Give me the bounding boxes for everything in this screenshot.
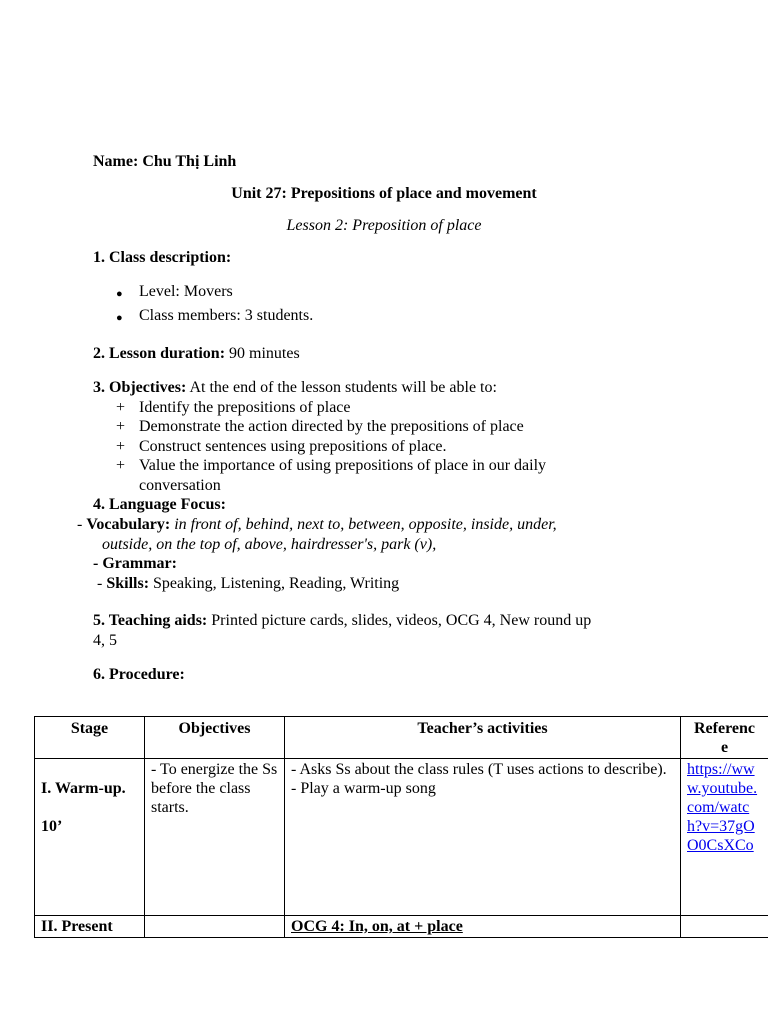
- stage-cell: [35, 759, 145, 916]
- stage-name: I. Warm-up.: [41, 780, 126, 797]
- objective-item: Identify the prepositions of place: [139, 399, 351, 416]
- vocabulary-value-continued: outside, on the top of, above, hairdresser's, park (v),: [102, 536, 437, 553]
- dash: -: [97, 575, 107, 592]
- objective-item: Demonstrate the action directed by the prepositions of place: [139, 418, 524, 435]
- class-members: Class members: 3 students.: [139, 307, 314, 324]
- lesson-duration-label: 2. Lesson duration:: [93, 345, 226, 362]
- name-label: Name:: [93, 153, 139, 170]
- grammar-label: - Grammar:: [93, 555, 177, 572]
- objective-item: Value the importance of using prepositions of place in our daily: [139, 457, 547, 474]
- column-header-objectives: Objectives: [145, 717, 285, 759]
- column-header-stage: Stage: [35, 717, 145, 759]
- unit-title: Unit 27: Prepositions of place and movement: [231, 185, 537, 202]
- table-header-row: [35, 717, 768, 759]
- vocabulary-label: Vocabulary:: [86, 516, 171, 533]
- reference-cell: [681, 759, 768, 916]
- activities-cell: OCG 4: In, on, at + place: [285, 916, 681, 938]
- language-focus-heading: 4. Language Focus:: [93, 496, 226, 513]
- stage-cell: II. Present: [35, 916, 145, 938]
- stage-time: 10’: [41, 818, 63, 835]
- teaching-aids: [93, 611, 591, 630]
- skills-value: Speaking, Listening, Reading, Writing: [153, 575, 400, 592]
- activity-item: - Play a warm-up song: [291, 780, 436, 797]
- lesson-duration: [93, 344, 300, 363]
- name-value: Chu Thị Linh: [142, 153, 237, 170]
- bullet-icon: ●: [116, 288, 123, 300]
- plus-icon: +: [116, 438, 126, 455]
- objective-item-continued: conversation: [139, 477, 221, 494]
- name-line: [93, 152, 236, 171]
- class-description-heading: 1. Class description:: [93, 249, 232, 266]
- procedure-table: [34, 716, 768, 938]
- table-row: [35, 916, 768, 938]
- plus-icon: +: [116, 457, 126, 474]
- teaching-aids-value-continued: 4, 5: [93, 632, 117, 649]
- teaching-aids-value: Printed picture cards, slides, videos, OCG 4, New round up: [211, 612, 592, 629]
- plus-icon: +: [116, 399, 126, 416]
- activities-cell: [285, 759, 681, 916]
- table-row: [35, 759, 768, 916]
- lesson-duration-value: 90 minutes: [229, 345, 300, 362]
- objectives-cell: [145, 916, 285, 938]
- skills-label: Skills:: [106, 575, 150, 592]
- lesson-title: Lesson 2: Preposition of place: [286, 217, 482, 234]
- skills-line: [97, 574, 399, 593]
- class-level: Level: Movers: [139, 283, 233, 300]
- column-header-activities: Teacher’s activities: [285, 717, 681, 759]
- bullet-icon: ●: [116, 312, 123, 324]
- vocabulary-line: [77, 515, 557, 534]
- reference-link[interactable]: https://www.youtube.com/watch?v=37gOO0CsXCo: [687, 761, 758, 854]
- plus-icon: +: [116, 418, 126, 435]
- objective-item: Construct sentences using prepositions of place.: [139, 438, 447, 455]
- reference-cell: [681, 916, 768, 938]
- vocabulary-value: in front of, behind, next to, between, opposite, inside, under,: [174, 516, 557, 533]
- activity-item: - Asks Ss about the class rules (T uses actions to describe).: [291, 761, 667, 778]
- dash: -: [77, 516, 87, 533]
- objectives: [93, 378, 497, 397]
- teaching-aids-label: 5. Teaching aids:: [93, 612, 208, 629]
- objectives-intro: At the end of the lesson students will be able to:: [189, 379, 497, 396]
- column-header-reference: Referenc e: [681, 717, 768, 759]
- objectives-cell: - To energize the Ss before the class starts.: [145, 759, 285, 916]
- procedure-heading: 6. Procedure:: [93, 666, 185, 683]
- objectives-label: 3. Objectives:: [93, 379, 187, 396]
